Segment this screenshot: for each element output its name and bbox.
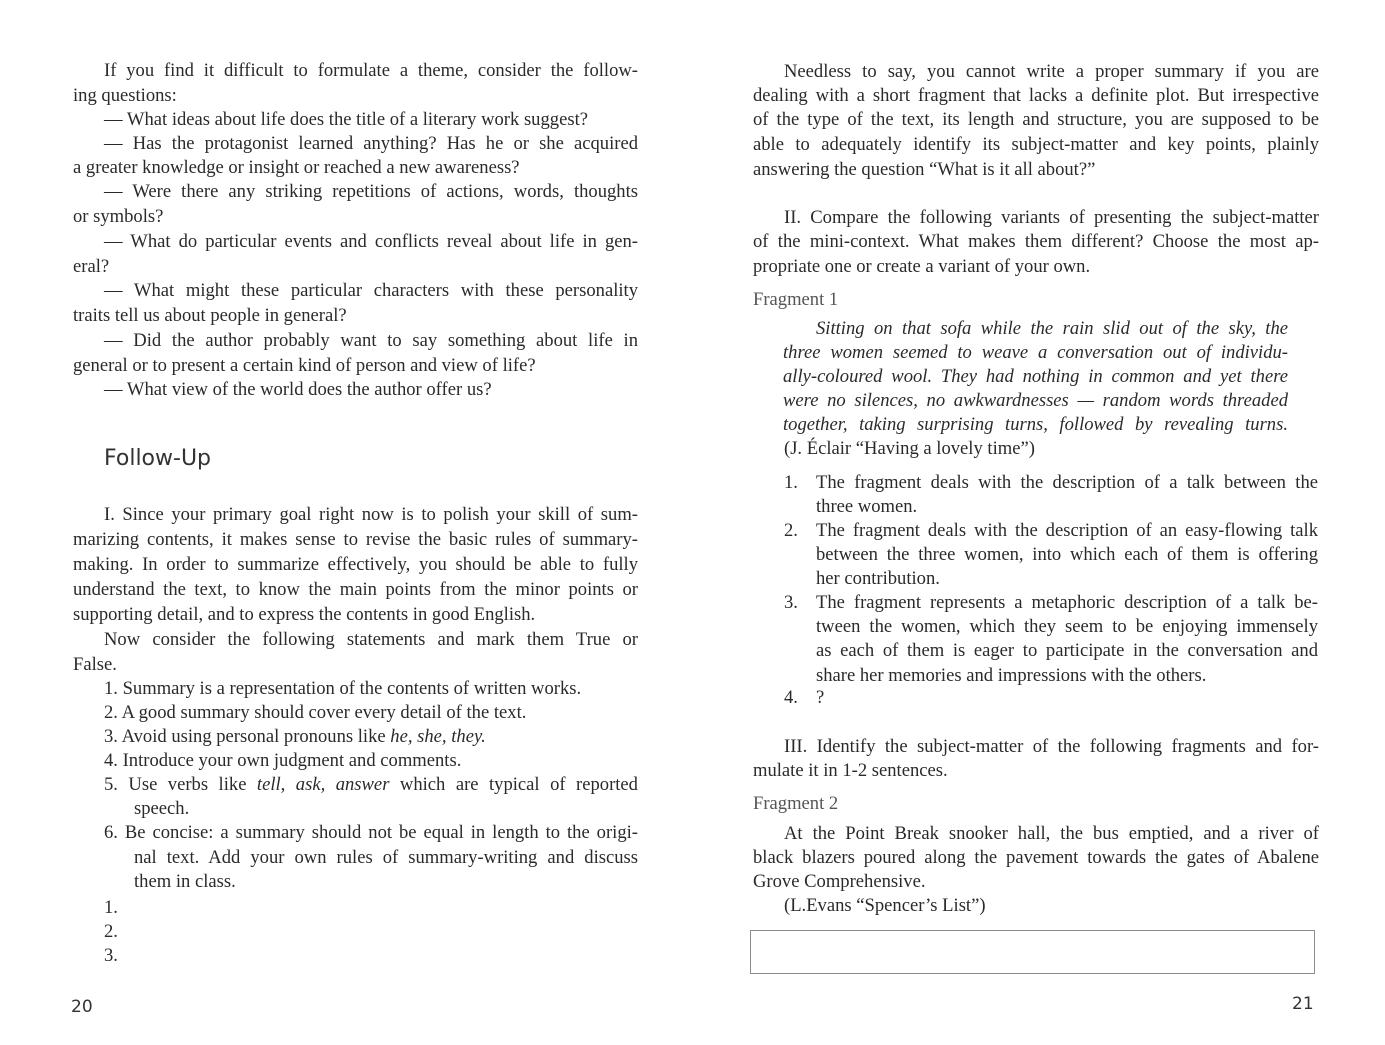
variant-line: tween the women, which they seem to be enjoying immensely [816,616,1318,638]
exercise-1-line: understand the text, to know the main points from the minor points or [73,579,638,600]
statement-item: 2. A good summary should cover every detail of the text. [104,702,527,723]
exercise-1-line: I. Since your primary goal right now is to polish your skill of sum- [104,504,638,525]
page-number: 20 [71,997,93,1017]
statement-item: 1. Summary is a representation of the contents of written works. [104,678,582,699]
variant-text [816,471,1318,519]
statement-text: 5. Use verbs like [104,774,257,795]
variant-number: 3. [784,592,798,613]
variant-line: three women. [816,496,918,518]
question-item-cont: a greater knowledge or insight or reached a new awareness? [73,157,520,178]
question-item: — Were there any striking repetitions of actions, words, thoughts [104,181,638,202]
statement-item [104,725,486,749]
variant-item [784,519,1319,593]
question-item: — Has the protagonist learned anything? Has he or she acquired [104,133,638,154]
exercise-2-line: propriate one or create a variant of your own. [753,256,1091,277]
question-item-cont: general or to present a certain kind of person and view of life? [73,355,536,376]
statement-item-cont: speech. [134,798,190,819]
variant-line: between the three women, into which each of them is offering [816,544,1318,566]
question-item: — What might these particular characters with these personality [104,280,638,301]
section-heading: Follow-Up [104,446,212,471]
variant-line: as each of them is eager to participate in the conversation and [816,640,1318,662]
exercise-1-line: making. In order to summarize effectively, you should be able to fully [73,554,638,575]
variant-item [784,591,1319,689]
quote-line: three women seemed to weave a conversation out of individu- [783,342,1288,363]
intro-line: dealing with a short fragment that lacks a definite plot. But irrespective [753,85,1319,106]
variant-text [816,519,1318,592]
page-number: 21 [1292,994,1314,1014]
question-item-cont: traits tell us about people in general? [73,305,347,326]
exercise-1-line: supporting detail, and to express the contents in good English. [73,604,536,625]
intro-line: of the type of the text, its length and structure, you are supposed to be [753,109,1319,130]
fragment-1-source: (J. Éclair “Having a lovely time”) [784,438,1035,459]
intro-line: Needless to say, you cannot write a proper summary if you are [784,61,1319,82]
variant-text [816,591,1318,688]
variant-line: The fragment represents a metaphoric description of a talk be- [816,592,1318,613]
quote-line: ally-coloured wool. They had nothing in common and yet there [783,366,1288,387]
statement-italic: tell, ask, answer [256,774,390,795]
exercise-1-line: marizing contents, it makes sense to revise the basic rules of summary- [73,529,638,550]
variant-line: ? [816,687,825,708]
theme-intro-line: If you find it difficult to formulate a theme, consider the follow- [104,60,638,81]
exercise-2-line: II. Compare the following variants of presenting the subject-matter [784,207,1319,228]
statement-item: 4. Introduce your own judgment and comments. [104,750,462,771]
question-item: — What view of the world does the author offer us? [104,379,492,400]
exercise-3-line: mulate it in 1-2 sentences. [753,760,948,781]
fragment-1-label: Fragment 1 [753,289,839,310]
theme-intro-line: ing questions: [73,85,177,106]
variant-line: her contribution. [816,568,940,590]
blank-rule-number: 1. [104,897,118,918]
exercise-2-line: of the mini-context. What makes them different? Choose the most ap- [753,231,1319,252]
fragment-2-line: black blazers poured along the pavement towards the gates of Abalene [753,847,1319,868]
statement-item [104,773,638,797]
fragment-2-label: Fragment 2 [753,793,839,814]
fragment-2-source: (L.Evans “Spencer’s List”) [784,895,986,916]
quote-line: were no silences, no awkwardnesses — random words threaded [783,390,1288,411]
fragment-2-line: Grove Comprehensive. [753,871,926,892]
variant-line: The fragment deals with the description of a talk between the [816,472,1318,493]
quote-line: together, taking surprising turns, followed by revealing turns. [783,414,1288,435]
instruction-line: Now consider the following statements and mark them True or [104,629,638,650]
instruction-line: False. [73,654,117,675]
variant-number: 1. [784,472,798,493]
question-item-cont: eral? [73,256,110,277]
question-item-cont: or symbols? [73,206,164,227]
statement-italic: he, she, they. [390,726,486,747]
variant-number: 2. [784,520,798,541]
blank-rule-number: 3. [104,945,118,966]
question-item: — Did the author probably want to say something about life in [104,330,638,351]
answer-box[interactable] [750,930,1315,974]
question-item: — What ideas about life does the title of a literary work suggest? [104,109,588,130]
statement-item: 6. Be concise: a summary should not be equal in length to the origi- [104,822,638,843]
variant-line: The fragment deals with the description of an easy-flowing talk [816,520,1318,541]
exercise-3-line: III. Identify the subject-matter of the following fragments and for- [784,736,1319,757]
statement-item-cont: them in class. [134,871,236,892]
statement-text: which are typical of reported [389,774,638,795]
fragment-1-quote [783,317,1288,437]
fragment-2-line: At the Point Break snooker hall, the bus emptied, and a river of [784,823,1319,844]
intro-line: answering the question “What is it all about?” [753,159,1096,180]
quote-line: Sitting on that sofa while the rain slid out of the sky, the [816,318,1288,339]
variant-item [784,471,1319,521]
variant-number: 4. [784,687,798,708]
question-item: — What do particular events and conflicts reveal about life in gen- [104,231,638,252]
statement-item-cont: nal text. Add your own rules of summary-writing and discuss [134,847,638,868]
statement-text: 3. Avoid using personal pronouns like [104,726,391,747]
variant-item [784,686,1319,712]
variant-line: share her memories and impressions with the others. [816,664,1207,686]
variant-text [816,686,1318,710]
blank-rule-number: 2. [104,921,118,942]
intro-line: able to adequately identify its subject-matter and key points, plainly [753,134,1319,155]
